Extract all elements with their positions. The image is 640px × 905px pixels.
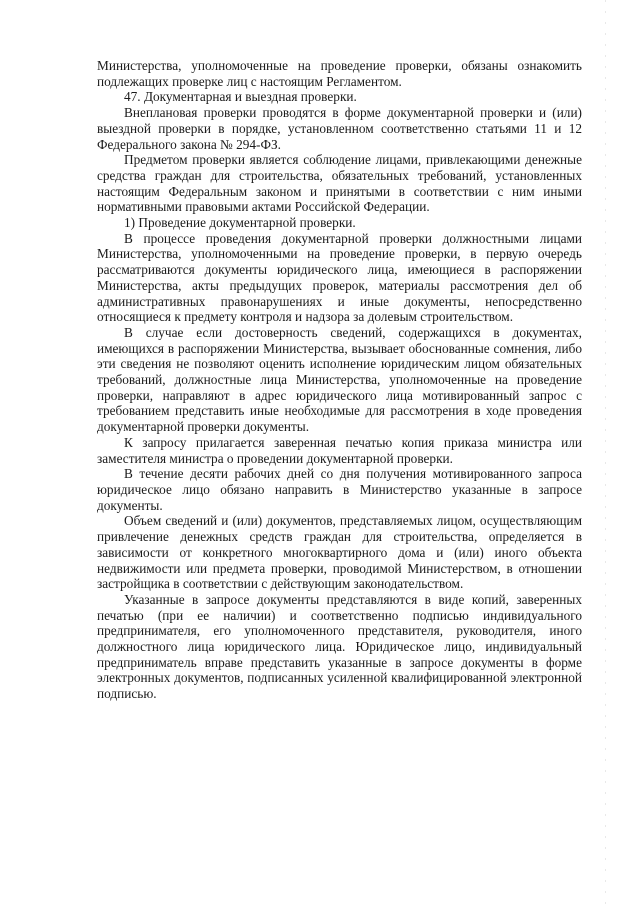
paragraph-document-copies: Указанные в запросе документы представляются в виде копий, заверенных печатью (при ее наличии) и соответственно подписью индивидуального предпринимателя, его уполномоченного представителя, руководителя, иного должностного лица юридического лица. Юридическое лицо, индивидуальный предприниматель вправе представить указанные в запросе документы в форме электронных документов, подписанных усиленной квалифицированной электронной подписью. xyxy=(97,591,582,702)
paragraph-continuation: Министерства, уполномоченные на проведение проверки, обязаны ознакомить подлежащих проверке лиц с настоящим Регламентом. xyxy=(97,58,582,89)
paragraph-response-deadline: В течение десяти рабочих дней со дня получения мотивированного запроса юридическое лицо обязано направить в Министерство указанные в запросе документы. xyxy=(97,466,582,513)
paragraph-inspection-subject: Предметом проверки является соблюдение лицами, привлекающими денежные средства граждан для строительства, обязательных требований, установленных настоящим Федеральным законом и принятыми в соответствии с ним иными нормативными правовыми актами Российской Федерации. xyxy=(97,152,582,215)
paragraph-information-scope: Объем сведений и (или) документов, представляемых лицом, осуществляющим привлечение денежных средств граждан для строительства, определяется в зависимости от конкретного многоквартирного дома и (или) иного объекта недвижимости или предмета проверки, проводимой Министерством, в отношении застройщика в соответствии с действующим законодательством. xyxy=(97,513,582,592)
document-body xyxy=(97,58,582,702)
section-heading-47: 47. Документарная и выездная проверки. xyxy=(124,89,357,105)
paragraph-request-attachment: К запросу прилагается заверенная печатью копия приказа министра или заместителя министра о проведении документарной проверки. xyxy=(97,434,582,466)
paragraph-reliability-doubts: В случае если достоверность сведений, содержащихся в документах, имеющихся в распоряжении Министерства, вызывает обоснованные сомнения, либо эти сведения не позволяют оценить исполнение юридическим лицом обязательных требований, должностные лица Министерства, уполномоченные на проведение проверки, направляют в адрес юридического лица мотивированный запрос с требованием представить иные необходимые для рассмотрения в ходе проведения документарной проверки документы. xyxy=(97,324,582,435)
scan-margin-mark xyxy=(591,0,621,905)
paragraph-unscheduled-inspection: Внеплановая проверки проводятся в форме документарной проверки и (или) выездной проверки в порядке, установленном соответственно статьями 11 и 12 Федерального закона № 294-ФЗ. xyxy=(97,105,582,152)
subsection-heading-documentary: 1) Проведение документарной проверки. xyxy=(124,215,356,231)
paragraph-documentary-process: В процессе проведения документарной проверки должностными лицами Министерства, уполномоченными на проведение проверки, в первую очередь рассматриваются документы юридического лица, имеющиеся в распоряжении Министерства, акты предыдущих проверок, материалы рассмотрения дел об административных правонарушениях и иные документы, непосредственно относящиеся к предмету контроля и надзора за долевым строительством. xyxy=(97,230,582,325)
